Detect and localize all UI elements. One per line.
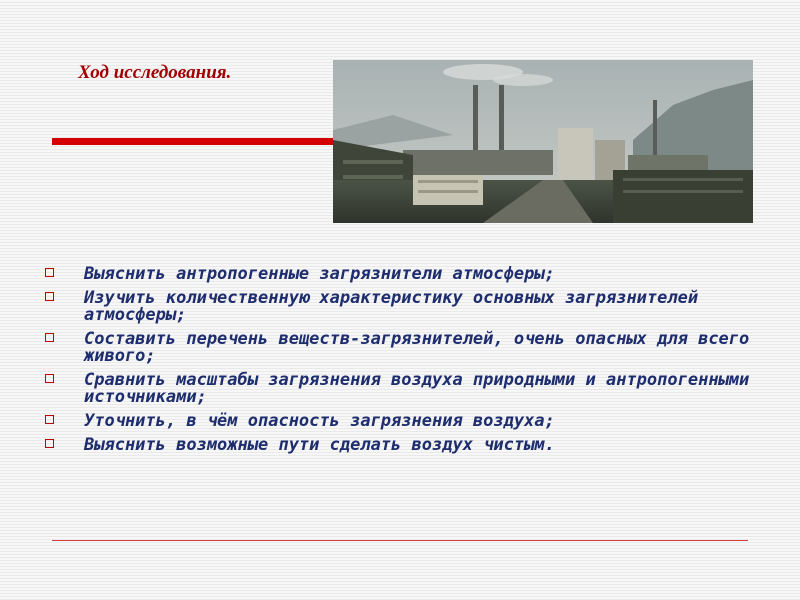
list-item xyxy=(42,290,762,324)
accent-bar xyxy=(52,138,342,145)
list-item xyxy=(42,413,762,430)
list-item xyxy=(42,437,762,454)
square-bullet-icon xyxy=(45,333,54,342)
square-bullet-icon xyxy=(45,439,54,448)
list-item xyxy=(42,331,762,365)
list-item-text: Выяснить возможные пути сделать воздух чистым. xyxy=(84,435,555,455)
list-item-text: Составить перечень веществ-загрязнителей, очень опасных для всего живого; xyxy=(84,329,750,366)
slide-title: Ход исследования. xyxy=(78,62,232,83)
square-bullet-icon xyxy=(45,415,54,424)
square-bullet-icon xyxy=(45,292,54,301)
list-item-text: Изучить количественную характеристику основных загрязнителей атмосферы; xyxy=(84,288,699,325)
list-item-text: Выяснить антропогенные загрязнители атмосферы; xyxy=(84,264,555,284)
square-bullet-icon xyxy=(45,268,54,277)
industrial-city-photo xyxy=(333,60,753,223)
list-item-text: Уточнить, в чём опасность загрязнения воздуха; xyxy=(84,411,555,431)
list-item xyxy=(42,372,762,406)
list-item xyxy=(42,266,762,283)
list-item-text: Сравнить масштабы загрязнения воздуха природными и антропогенными источниками; xyxy=(84,370,750,407)
square-bullet-icon xyxy=(45,374,54,383)
bottom-divider xyxy=(52,540,748,541)
research-steps-list xyxy=(42,266,762,461)
